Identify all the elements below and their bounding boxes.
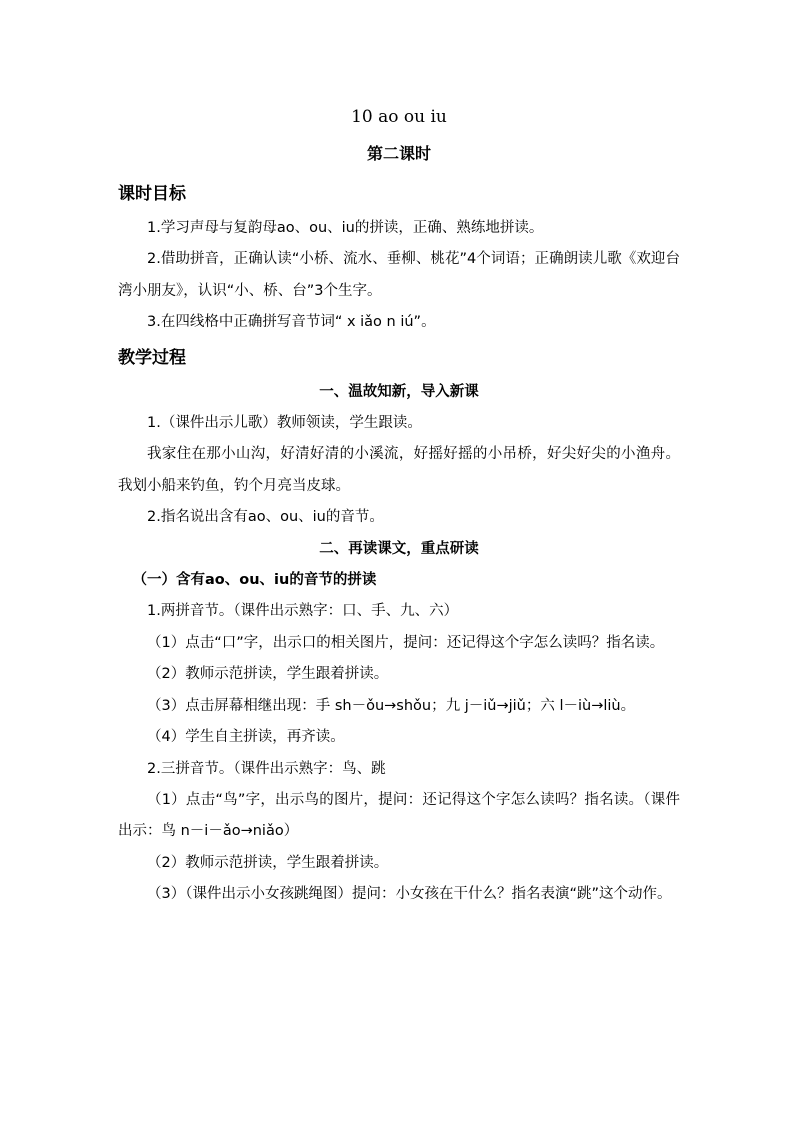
paragraph: 2.指名说出含有ao、ou、iu的音节。: [147, 509, 384, 526]
paragraph: 1.两拼音节。（课件出示熟字：口、手、九、六）: [147, 603, 459, 620]
paragraph: （3）点击屏幕相继出现：手 sh－ǒu→shǒu；九 j－iǔ→jiǔ；六 l－iù→liù。: [147, 697, 636, 714]
paragraph: （1）点击“口”字，出示口的相关图片，提问：还记得这个字怎么读吗？指名读。: [147, 634, 665, 651]
section-heading: 一、温故知新，导入新课: [319, 383, 479, 400]
process-heading: 教学过程: [118, 347, 186, 368]
paragraph: （4）学生自主拼读，再齐读。: [147, 729, 345, 746]
goal-item: 1.学习声母与复韵母ao、ou、iu的拼读，正确、熟练地拼读。: [147, 220, 544, 236]
section-heading: 二、再读课文，重点研读: [319, 540, 479, 557]
paragraph: 1.（课件出示儿歌）教师领读，学生跟读。: [147, 415, 422, 432]
goals-heading: 课时目标: [118, 184, 186, 204]
subsection-heading: （一）含有ao、ou、iu的音节的拼读: [132, 572, 377, 589]
paragraph: （3）（课件出示小女孩跳绳图）提问：小女孩在干什么？指名表演“跳”这个动作。: [147, 886, 672, 903]
goal-item: 2.借助拼音，正确认读“小桥、流水、垂柳、桃花”4个词语；正确朗读儿歌《欢迎台湾小朋友》，认识“小、桥、台”3个生字。: [118, 251, 680, 299]
goal-item: 3.在四线格中正确拼写音节词“ x iǎo n iú”。: [147, 314, 436, 331]
paragraph: （2）教师示范拼读，学生跟着拼读。: [147, 666, 389, 683]
paragraph: 我家住在那小山沟，好清好清的小溪流，好摇好摇的小吊桥，好尖好尖的小渔舟。我划小船来钓鱼，钓个月亮当皮球。: [118, 446, 680, 494]
paragraph: 2.三拼音节。（课件出示熟字：鸟、跳: [147, 760, 386, 777]
paragraph: （2）教师示范拼读，学生跟着拼读。: [147, 854, 389, 871]
paragraph: （1）点击“鸟”字，出示鸟的图片，提问：还记得这个字怎么读吗？指名读。（课件出示：鸟 n－i－ǎo→niǎo）: [118, 791, 680, 840]
document-page: [118, 101, 680, 911]
lesson-subtitle: 第二课时: [366, 144, 431, 163]
lesson-title: 10 ao ou iu: [351, 107, 447, 127]
